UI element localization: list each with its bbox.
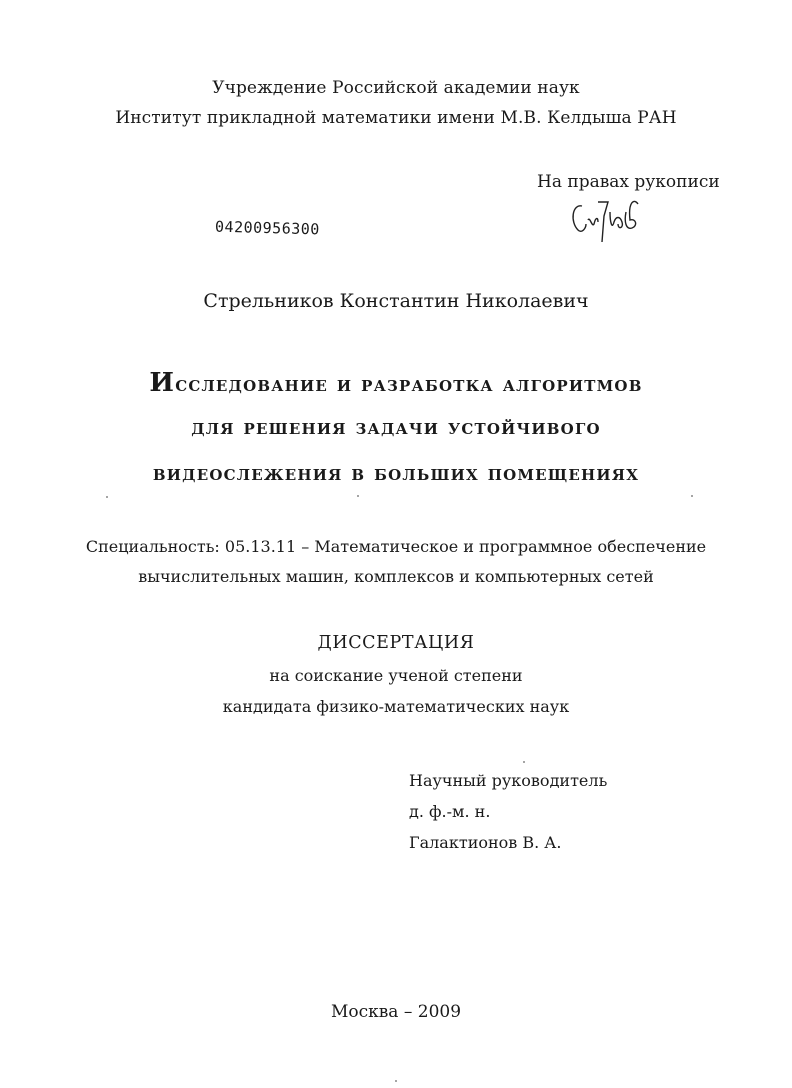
scan-speck [106, 496, 108, 498]
degree-line-2: кандидата физико-математических наук [222, 697, 570, 716]
document-type: ДИССЕРТАЦИЯ [317, 633, 475, 653]
title-initial: И [149, 368, 176, 398]
title-line-1-rest: сследование и разработка алгоритмов [175, 371, 643, 397]
title-line-3: видеослежения в больших помещениях [152, 460, 640, 486]
title-line-2: для решения задачи устойчивого [191, 414, 601, 440]
scan-speck [523, 761, 525, 763]
scan-speck [691, 495, 693, 497]
handwritten-signature [568, 192, 648, 248]
title-line-1 [0, 368, 792, 398]
registration-number: 04200956300 [214, 217, 321, 239]
supervisor-name: Галактионов В. А. [409, 833, 562, 852]
institution-line-2: Институт прикладной математики имени М.В. Келдыша РАН [115, 108, 677, 128]
supervisor-label: Научный руководитель [409, 771, 608, 790]
scan-speck [357, 495, 359, 497]
author-name: Стрельников Константин Николаевич [203, 290, 589, 312]
institution-line-1: Учреждение Российской академии наук [212, 78, 580, 98]
rights-notice: На правах рукописи [537, 172, 720, 192]
scan-speck [395, 1080, 397, 1082]
specialty-line-1: Специальность: 05.13.11 – Математическое и программное обеспечение [85, 537, 707, 556]
supervisor-degree: д. ф.-м. н. [409, 802, 491, 821]
city-year: Москва – 2009 [330, 1002, 462, 1022]
specialty-line-2: вычислительных машин, комплексов и компьютерных сетей [138, 567, 654, 586]
degree-line-1: на соискание ученой степени [269, 666, 523, 685]
